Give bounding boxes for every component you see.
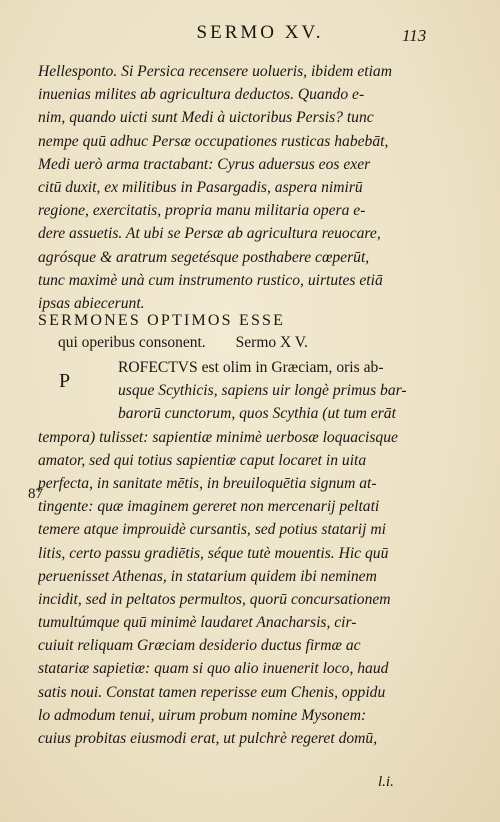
text-line: cuiuit reliquam Græciam desiderio ductus firmæ ac [38,637,361,655]
page-number: 113 [402,26,427,45]
text-line: lo admodum tenui, uirum probum nomine Mysonem: [38,706,367,724]
sermo-label: Sermo X V. [235,334,308,351]
text-line: ipsas abiecerunt. [38,294,145,312]
catchword: l.i. [378,774,394,790]
text-line: Medi uerò arma tractabant: Cyrus aduersus eos exer [38,155,371,173]
text-line: tunc maximè unà cum instrumento rustico, uirtutes etiā [38,271,383,289]
text-line: cuius probitas eiusmodi erat, ut pulchrè regeret domū, [38,730,378,747]
text-line: agrósque & aratrum segetésque posthabere cœperūt, [38,248,370,266]
paragraph-1 [38,60,468,315]
text-line: tumultúmque quū minimè laudaret Anacharsis, cir- [38,614,357,632]
text-line: tempora) tulisset: sapientiæ minimè uerbosæ loquacisque [38,428,398,446]
text-line: perfecta, in sanitate mētis, in breuiloquētia signum at- [38,474,377,492]
text-line: barorū cunctorum, quos Scythia (ut tum erāt [118,405,396,423]
text-line: statariæ sapietiæ: quam si quo alio inuenerit loco, haud [38,660,389,678]
text-line: usque Scythicis, sapiens uir longè primus bar- [118,382,407,400]
text-line: litis, certo passu gradiētis, séque tutè mouentis. Hic quū [38,544,389,562]
drop-cap-initial: P [59,370,71,392]
text-line: ROFECTVS est olim in Græciam, oris ab- [118,359,384,376]
text-line: nempe quū adhuc Persæ occupationes rusticas habebāt, [38,132,389,150]
text-line: incidit, sed in peltatos permultos, quorū concursationem [38,590,391,608]
text-line: temere atque improuidè cursantis, sed potius statarij mi [38,521,386,539]
section-subheading [58,334,308,352]
text-line: citū duxit, ex militibus in Pasargadis, aspera nimirū [38,178,363,196]
text-line: regione, exercitatis, propria manu militaria opera e- [38,202,366,220]
text-line: inuenias milites ab agricultura deductos. Quando e- [38,86,365,104]
section-subtitle: qui operibus consonent. [58,334,206,351]
text-line: dere assuetis. At ubi se Persæ ab agricultura reuocare, [38,225,381,243]
paragraph-2 [38,356,468,750]
running-title: SERMO XV. [196,22,324,43]
marginal-note: 87 [28,486,43,502]
section-heading: SERMONES OPTIMOS ESSE [38,312,286,329]
text-line: tingente: quæ imaginem gereret non mercenarij peltati [38,498,380,516]
text-line: satis noui. Constat tamen reperisse eum Chenis, oppidu [38,683,386,701]
text-line: nim, quando uicti sunt Medi à uictoribus Persis? tunc [38,109,374,127]
text-line: Hellesponto. Si Persica recensere uolueris, ibidem etiam [38,63,392,80]
text-line: amator, sed qui totius sapientiæ caput locaret in uita [38,451,367,469]
text-line: peruenisset Athenas, in statarium quidem ibi neminem [38,567,377,585]
